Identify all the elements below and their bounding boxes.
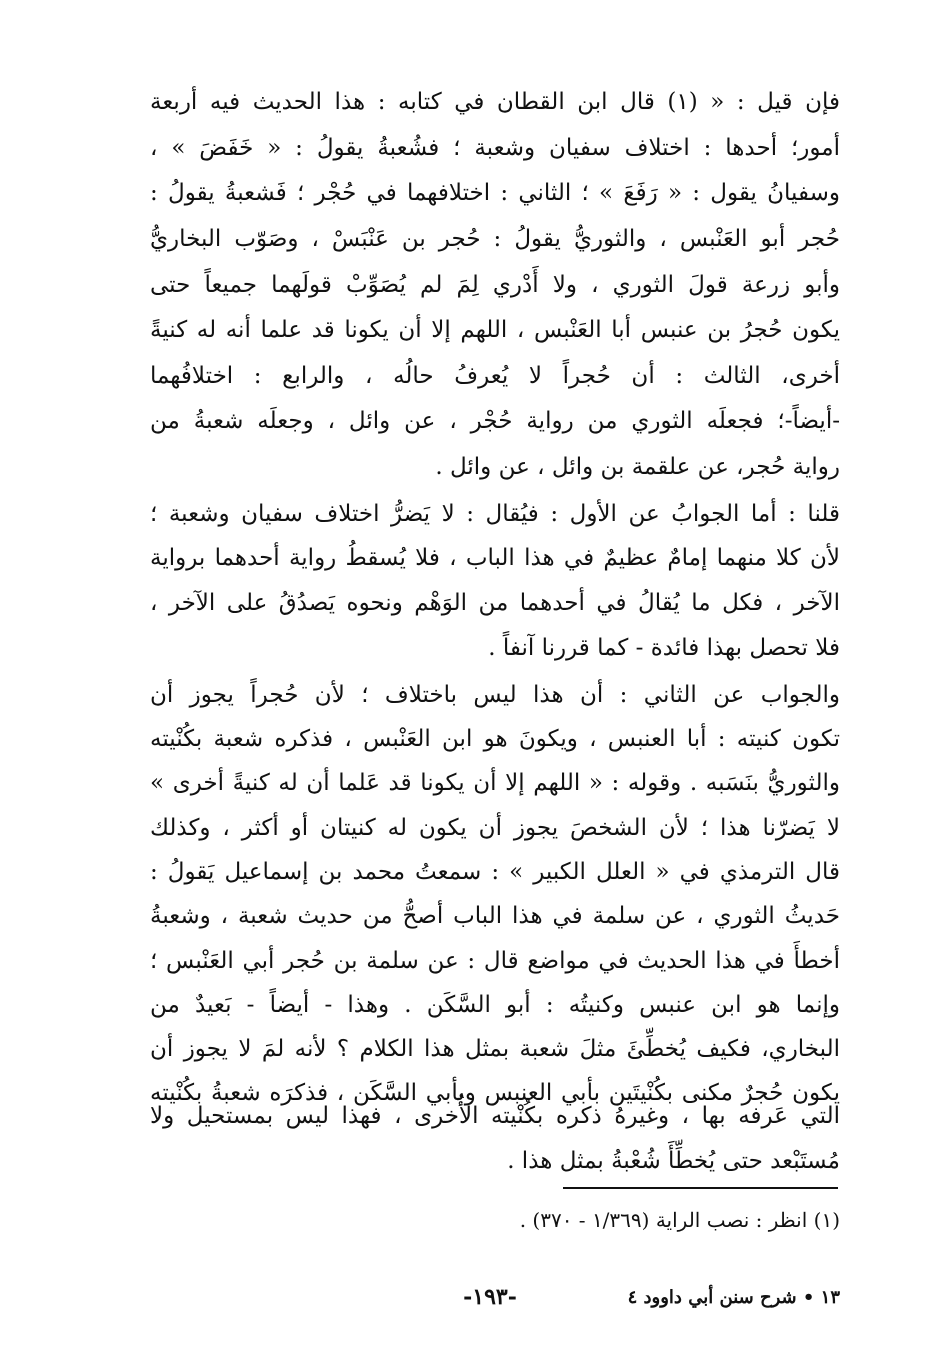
text-line: لأن كلا منهما إمامٌ عظيمٌ في هذا الباب ، فلا يُسقطُ رواية أحدهما برواية bbox=[150, 545, 840, 571]
text-line: حُجر أبو العَنْبس ، والثوريُّ يقولُ : حُجر بن عَنْبَسْ ، وصَوّب البخاريُّ bbox=[150, 226, 840, 252]
text-line: يكون حُجرُ بن عنبس أبا العَنْبس ، اللهم إلا أن يكونا قد علما أنه له كنيةً bbox=[150, 317, 840, 343]
text-line: رواية حُجر، عن علقمة بن وائل ، عن وائل . bbox=[435, 454, 840, 480]
text-line: وإنما هو ابن عنبس وكنيتُه : أبو السَّكَن . وهذا - أيضاً - بَعيدٌ من bbox=[150, 992, 840, 1018]
text-line: والجواب عن الثاني : أن هذا ليس باختلاف ؛ لأن حُجراً يجوز أن bbox=[150, 682, 840, 708]
text-line: التي عَرفه بها ، وغيرهُ ذكره بكُنْيته الأُخرى ، فهذا ليس بمستحيل ولا bbox=[150, 1103, 840, 1129]
text-line: تكون كنيته : أبا العنبس ، ويكونَ هو ابن العَنْبس ، فذكره شعبة بكُنْيته bbox=[150, 726, 840, 752]
text-line: وسفيانُ يقول : « رَفَعَ » ؛ الثاني : اختلافهما في حُجْر ؛ فَشعبةُ يقولُ : bbox=[150, 180, 840, 206]
page-number: -١٩٣- bbox=[463, 1284, 517, 1310]
footnote: (١) انظر : نصب الراية (١/٣٦٩ - ٣٧٠) . bbox=[519, 1208, 840, 1232]
text-line: والثوريُّ بنَسَبه . وقوله : « اللهم إلا أن يكونا قد عَلما أن له كنيةً أخرى » bbox=[150, 770, 840, 796]
text-line: أمور؛ أحدها : اختلاف سفيان وشعبة ؛ فشُعبةُ يقولُ : « خَفَضَ » ، bbox=[150, 135, 840, 161]
text-line: الآخر ، فكل ما يُقالُ في أحدهما من الوَهْم ونحوه يَصدُقُ على الآخر ، bbox=[150, 590, 840, 616]
text-line: أخطأَ في هذا الحديث في مواضع قال : عن سلمة بن حُجر أبي العَنْبس ؛ bbox=[150, 948, 840, 974]
text-line: -أيضاً-؛ فجعلَه الثوري من رواية حُجْر ، عن وائل ، وجعلَه شعبةُ من bbox=[150, 408, 840, 434]
text-line: فلا تحصل بهذا فائدة - كما قررنا آنفاً . bbox=[488, 635, 840, 661]
text-line: قال الترمذي في « العلل الكبير » : سمعتُ محمد بن إسماعيل يَقولُ : bbox=[150, 859, 840, 885]
text-line: يكون حُجرٌ مكنى بكُنْيتَين بأبي العنبس وبأبي السَّكَن ، فذكرَه شعبةُ بكُنْيته bbox=[150, 1080, 840, 1106]
text-line: فإن قيل : « (١) قال ابن القطان في كتابه : هذا الحديث فيه أربعة bbox=[150, 89, 840, 115]
text-line: وأبو زرعة قولَ الثوري ، ولا أَدْري لِمَ لم يُصَوِّبْ قولَهما جميعاً حتى bbox=[150, 272, 840, 298]
signature-mark: ١٣ • شرح سنن أبي داوود ٤ bbox=[627, 1287, 840, 1308]
text-line: قلنا : أما الجوابُ عن الأول : فيُقال : لا يَضرُّ اختلاف سفيان وشعبة ؛ bbox=[150, 501, 840, 527]
text-line: أخرى، الثالث : أن حُجراً لا يُعرفُ حالُه ، والرابع : اختلافُهما bbox=[150, 363, 840, 389]
text-line: حَديثُ الثوري ، عن سلمة في هذا الباب أصحُّ من حديث شعبة ، وشعبةُ bbox=[150, 903, 840, 929]
footnote-separator bbox=[563, 1187, 838, 1189]
text-line: لا يَضرّنا هذا ؛ لأن الشخصَ يجوز أن يكون له كنيتان أو أكثر ، وكذلك bbox=[150, 815, 840, 841]
text-line: البخاري، فكيف يُخطِّئَ مثلَ شعبة بمثل هذا الكلام ؟ لأنه لمَ لا يجوز أن bbox=[150, 1036, 840, 1062]
text-line: مُستَبْعد حتى يُخطِّأَ شُعْبةُ بمثل هذا . bbox=[507, 1148, 840, 1174]
